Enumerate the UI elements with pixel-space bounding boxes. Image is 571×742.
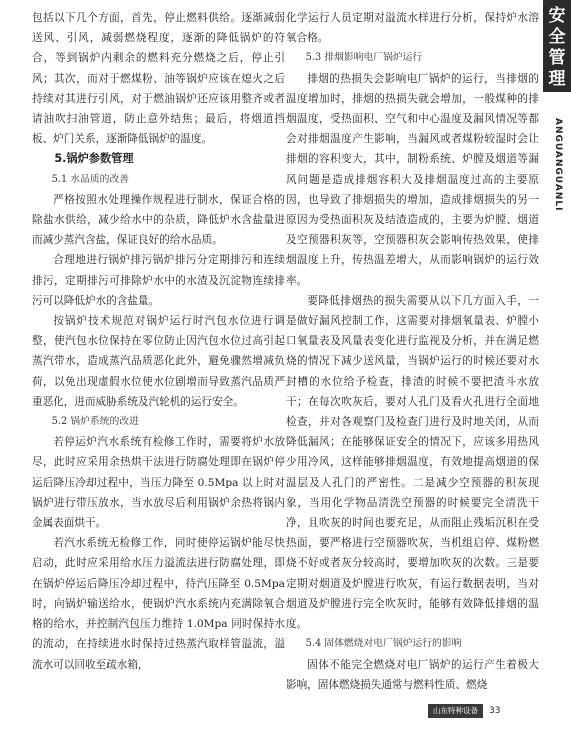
- right-column: [286, 8, 539, 695]
- paragraph: 要降低排烟热的损失需要从以下几方面入手，一是做好漏风控制工作，这需要对排烟氧量表、炉膛小口氧量表及风量表变化进行监视及分析，并在满足燃烧的情况下减少送风量，当锅炉运行的时候还要对水封槽的水位给予检查，排渣的时候不要把渣斗水放干；在每次吹灰后，要对人孔门及看火孔进行全面地检查，并对各观察门及检查门进行及时地关闭，从而降低漏风；在能够保证安全的情况下，应该多用热风少用冷风，这样能够排烟温度，有效地提高烟道的保温层及人孔门的严密性。二是减少空预器的积灰现象，当用化学物品清洗空预器的时候要完全清洗干净，且吹灰的时间也要充足，从而阻止残垢沉积在受热面，要严格进行空预器吹灰，当机组启停、煤粉燃烧不好或者灰分较高时，要增加吹灰的次数。三是要定期对烟道及炉膛进行吹灰，有运行数据表明，当对烟道及炉膛进行完全吹灰时，能够有效降低排烟的温度。: [286, 294, 539, 631]
- section-heading: 5.锅炉参数管理: [54, 152, 134, 166]
- paragraph: 排烟的热损失会影响电厂锅炉的运行，当排烟的温度增加时，排烟的热损失就会增加，一般煤种的排烟温度，受热面积、空气和中心温度及漏风情况等都会对排烟温度产生影响，当漏风或者煤粉较湿时会让排烟的容积变大，其中，制粉系统、炉膛及烟道等漏风问题是造成排烟容积大及排烟温度过高的主要原因，也导致了排烟损失的增加，造成排烟损失的另一原因为受热面积灰及结渣造成的，主要为炉膛、烟道及空预器积灰等，空预器积灰会影响传热效果，使排烟温度上升，传热温差增大，从而影响锅炉的运行效率。: [286, 72, 539, 287]
- paragraph: 严格按照水处理操作规程进行制水，保证合格的除盐水供给，减少给水中的杂质，降低炉水含盐量进而减少蒸汽含盐，保证良好的给水品质。: [32, 193, 285, 247]
- paragraph: 若汽水系统无检修工作，同时使停运锅炉能尽快启动，此时应采用给水压力溢流法进行防腐处理，即在锅炉停运后降压冷却过程中，待汽压降至 0.5Mpa 时，向锅炉输送给水，使锅炉汽水系统内充满除氧合格的给水，并控制汽包压力维持 1.0Mpa 同时保持水的流动，在持续进水时保持过热蒸汽取样管溢流，溢流水可以回收至疏水箱，: [32, 537, 285, 671]
- section-title-char: 理: [548, 69, 566, 89]
- section-title-char: 全: [548, 27, 566, 47]
- paragraph: 化学运行人员定期对溢流水样进行分析，保持炉水溶氧合格。: [286, 12, 539, 45]
- paragraph: 按锅炉技术规范对锅炉运行时汽包水位进行调整，使汽包水位保持在零位防止因汽包水位过高引起蒸汽带水，造成蒸汽品质恶化此外，避免骤然增减负荷，以免出现虚假水位使水位剧增而导致蒸汽品质严重恶化，进而威胁系统及汽轮机的运行安全。: [32, 315, 285, 408]
- paragraph: 包括以下几个方面，首先，停止燃料供给。逐渐减弱送风、引风，减弱燃烧程度，逐渐的降低锅炉的符合，等到锅炉内剩余的燃料充分燃烧之后，停止引风；其次，而对于燃煤粉、油等锅炉应该在熄火之后持续对其进行引风，对于燃油锅炉还应该用整齐或者请油吹扫油管道，防止意外结焦；最后，将烟道挡板、炉门关系，逐渐降低锅炉的温度。: [32, 12, 285, 146]
- subsection-heading: 5.3 排烟影响电厂锅炉运行: [305, 52, 423, 64]
- section-title-char: 安: [548, 6, 566, 26]
- paragraph: 合理地进行锅炉排污锅炉排污分定期排污和连续排污，定期排污可排除炉水中的水渣及沉淀物连续排污可以降低炉水的含盐量。: [32, 254, 285, 307]
- page-footer: [428, 704, 558, 718]
- paragraph: 若停运炉汽水系统有检修工作时，需要将炉水放尽，此时应采用余热烘干法进行防腐处理即在锅炉停运后降压冷却过程中，当压力降至 0.5Mpa 以上时对锅炉进行带压放水，当水放尽后利用锅炉余热将锅内金属表面烘干。: [32, 436, 285, 530]
- section-pinyin: ANGUANGUANLI: [553, 118, 563, 212]
- magazine-name: 山东特种设备: [428, 704, 483, 718]
- section-title-band: [543, 0, 571, 92]
- section-title-char: 管: [548, 48, 566, 68]
- page-number: 33: [489, 706, 501, 716]
- paragraph: 固体不能完全燃烧对电厂锅炉的运行产生着极大影响，固体燃烧损失通常与燃料性质、燃烧: [286, 658, 539, 691]
- subsection-heading: 5.4 固体燃烧对电厂锅炉运行的影响: [305, 638, 462, 650]
- subsection-heading: 5.1 水品质的改善: [51, 173, 130, 185]
- subsection-heading: 5.2 锅炉系统的改进: [51, 416, 139, 428]
- left-column: [32, 8, 285, 675]
